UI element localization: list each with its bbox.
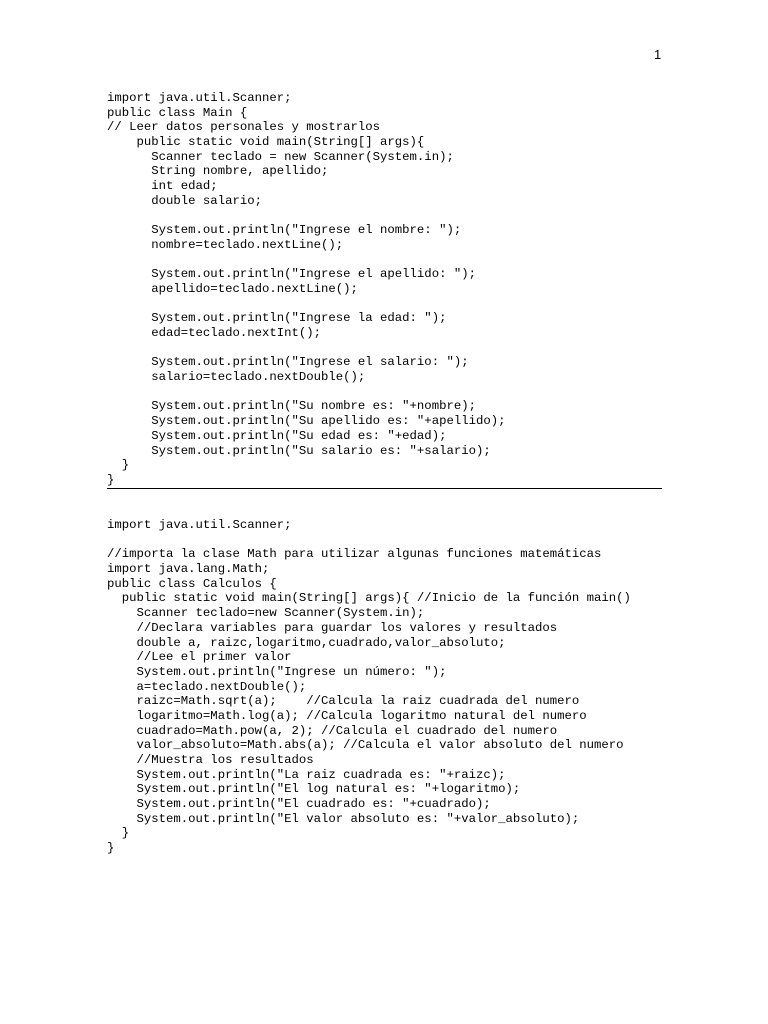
- code-line: [107, 533, 631, 548]
- code-line: String nombre, apellido;: [107, 164, 329, 179]
- code-line: System.out.println("Ingrese el apellido: ");: [107, 267, 476, 282]
- code-line: System.out.println("El log natural es: "+logaritmo);: [107, 782, 521, 797]
- code-line: System.out.println("El cuadrado es: "+cuadrado);: [107, 797, 491, 812]
- code-line: [107, 253, 505, 268]
- code-line: }: [107, 472, 115, 487]
- section-divider: [107, 488, 662, 489]
- code-line: public static void main(String[] args){ //Inicio de la función main(): [107, 591, 631, 606]
- code-line: import java.util.Scanner;: [107, 91, 292, 105]
- code-line: [107, 209, 505, 224]
- code-line: public class Main {: [107, 105, 248, 120]
- code-line: salario=teclado.nextDouble();: [107, 370, 366, 385]
- code-line: Scanner teclado = new Scanner(System.in);: [107, 149, 454, 164]
- code-line: System.out.println("Su nombre es: "+nombre);: [107, 399, 476, 414]
- code-line: edad=teclado.nextInt();: [107, 326, 322, 340]
- code-line: System.out.println("Ingrese el nombre: ");: [107, 223, 462, 238]
- code-line: apellido=teclado.nextLine();: [107, 281, 358, 296]
- code-line: System.out.println("La raiz cuadrada es: "+raizc);: [107, 767, 506, 782]
- code-line: // Leer datos personales y mostrarlos: [107, 120, 381, 135]
- code-line: System.out.println("El valor absoluto es: "+valor_absoluto);: [107, 811, 580, 826]
- page-number: 1: [654, 47, 662, 62]
- code-block-main: [107, 91, 505, 488]
- code-line: cuadrado=Math.pow(a, 2); //Calcula el cuadrado del numero: [107, 723, 558, 738]
- code-line: System.out.println("Ingrese la edad: ");: [107, 311, 447, 326]
- code-line: a=teclado.nextDouble();: [107, 679, 307, 694]
- code-line: public class Calculos {: [107, 576, 277, 591]
- code-line: System.out.println("Ingrese un número: ");: [107, 664, 447, 679]
- code-line: double salario;: [107, 193, 262, 208]
- code-line: System.out.println("Su salario es: "+salario);: [107, 443, 491, 458]
- code-line: import java.lang.Math;: [107, 562, 270, 577]
- code-line: [107, 297, 505, 312]
- code-line: logaritmo=Math.log(a); //Calcula logaritmo natural del numero: [107, 708, 587, 723]
- code-line: //Muestra los resultados: [107, 753, 314, 767]
- code-line: import java.util.Scanner;: [107, 518, 292, 532]
- code-line: nombre=teclado.nextLine();: [107, 237, 344, 252]
- code-line: [107, 341, 505, 356]
- code-line: [107, 385, 505, 400]
- code-line: }: [107, 841, 115, 856]
- code-line: Scanner teclado=new Scanner(System.in);: [107, 606, 425, 621]
- code-line: //Lee el primer valor: [107, 650, 292, 665]
- code-line: }: [107, 458, 130, 473]
- code-line: public static void main(String[] args){: [107, 135, 425, 150]
- code-line: //Declara variables para guardar los valores y resultados: [107, 620, 558, 635]
- code-line: System.out.println("Su apellido es: "+apellido);: [107, 414, 506, 429]
- code-line: int edad;: [107, 179, 218, 194]
- code-line: System.out.println("Su edad es: "+edad);: [107, 428, 447, 443]
- code-line: double a, raizc,logaritmo,cuadrado,valor_absoluto;: [107, 635, 506, 650]
- code-block-calculos: [107, 518, 631, 856]
- code-line: System.out.println("Ingrese el salario: ");: [107, 355, 469, 370]
- code-line: }: [107, 826, 130, 841]
- code-line: valor_absoluto=Math.abs(a); //Calcula el valor absoluto del numero: [107, 738, 624, 753]
- code-line: raizc=Math.sqrt(a); //Calcula la raiz cuadrada del numero: [107, 694, 580, 709]
- code-line: //importa la clase Math para utilizar algunas funciones matemáticas: [107, 547, 602, 562]
